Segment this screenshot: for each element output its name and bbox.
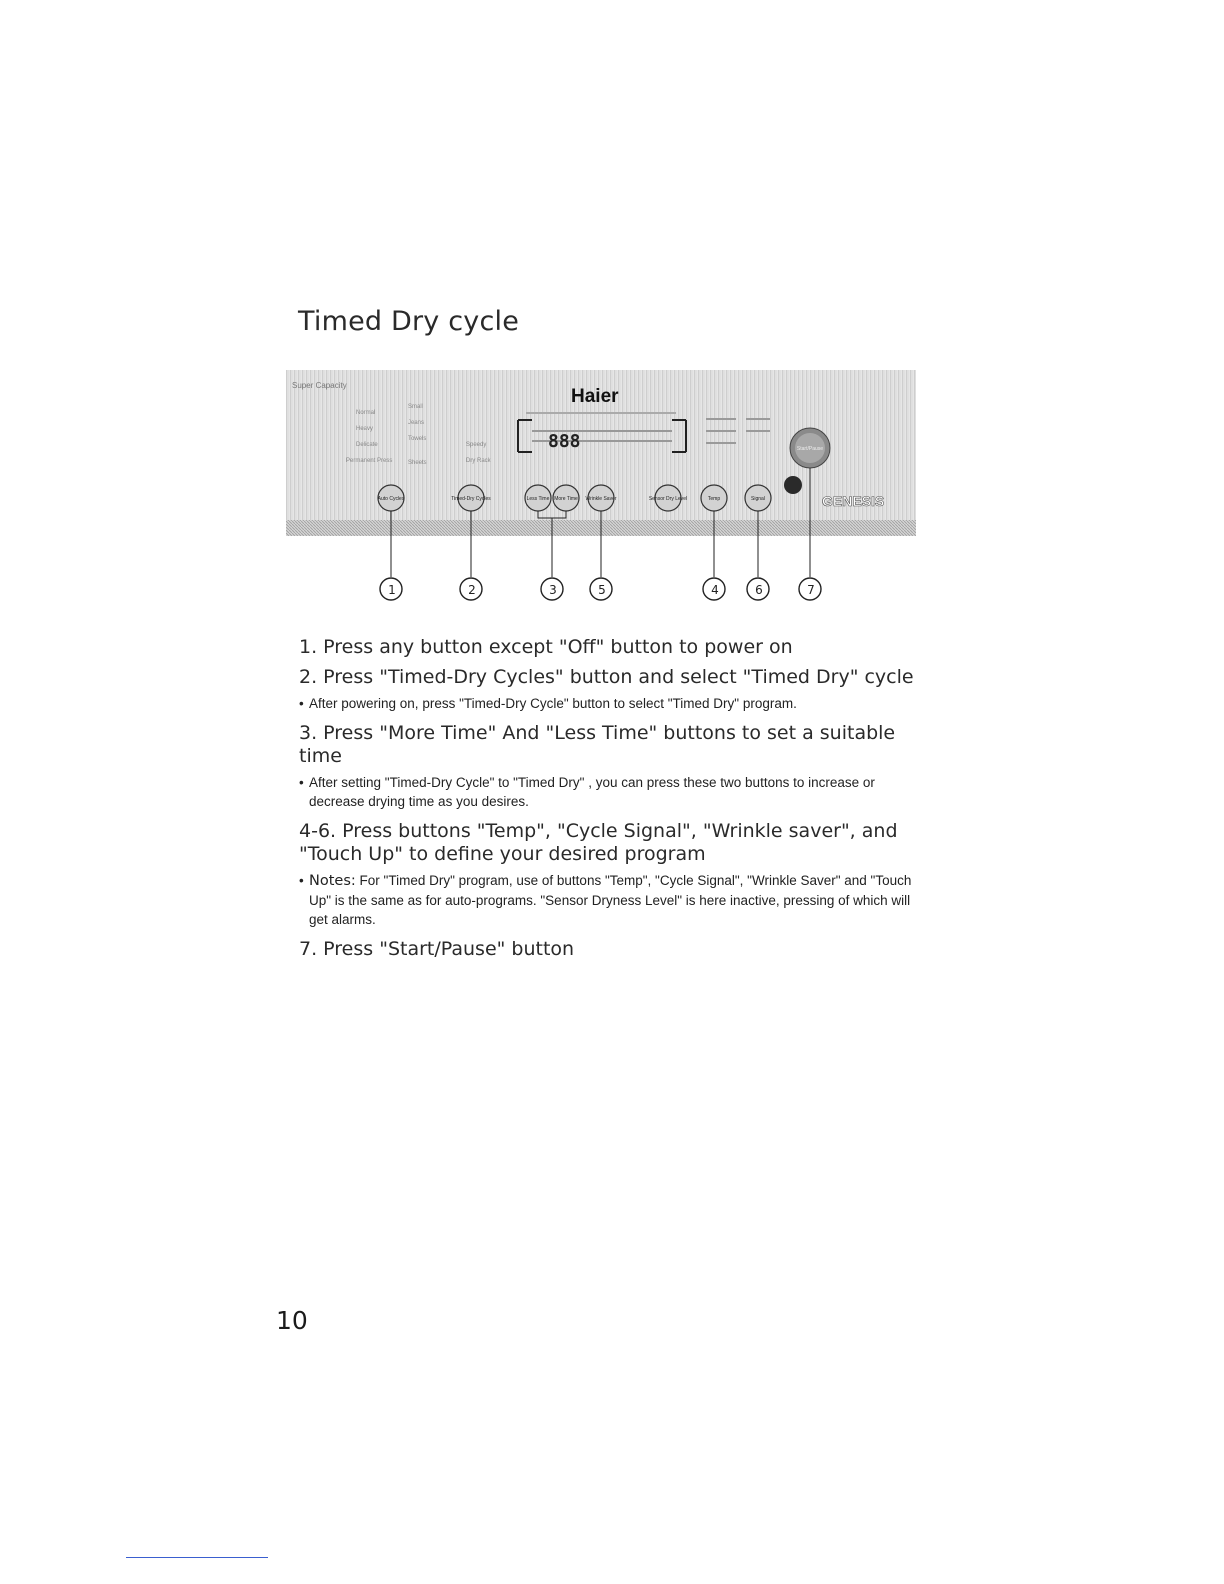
callout-1 — [380, 578, 402, 600]
control-panel-diagram — [286, 368, 918, 618]
model-logo: GENESIS — [822, 493, 885, 509]
step-4-6: 4-6. Press buttons "Temp", "Cycle Signal", "Wrinkle saver", and "Touch Up" to define your desired program — [299, 820, 898, 865]
callout-number: 2 — [468, 583, 476, 597]
callout-7 — [799, 578, 821, 600]
button-label: More Time — [554, 496, 578, 502]
capacity-label: Super Capacity — [292, 381, 347, 390]
button-label: Sensor Dry Level — [648, 496, 688, 502]
note-step-3 — [299, 773, 919, 811]
note-text: For "Timed Dry" program, use of buttons "Temp", "Cycle Signal", "Wrinkle Saver" and "Touch Up" is the same as for auto-programs. "Sensor Dryness Level" is here inactive, pressing of which will get alarms. — [309, 873, 912, 927]
program-label: Jeans — [408, 420, 425, 426]
note-step-2 — [299, 694, 919, 713]
button-label: Temp — [707, 496, 721, 502]
button-label: Start/Pause — [796, 446, 824, 452]
program-label: Heavy — [356, 426, 374, 432]
auto-cycles-button[interactable] — [378, 485, 405, 511]
section-title: Timed Dry cycle — [298, 306, 520, 337]
callout-number: 3 — [549, 583, 557, 597]
button-label: Less Time — [526, 496, 550, 502]
footer-rule — [126, 1557, 268, 1558]
callout-6 — [747, 578, 769, 600]
note-lead: Notes: — [309, 873, 356, 889]
step-2: 2. Press "Timed-Dry Cycles" button and select "Timed Dry" cycle — [299, 666, 914, 688]
bullet-icon: • — [299, 696, 304, 711]
more-time-button[interactable] — [553, 485, 579, 511]
start-pause-button[interactable] — [790, 428, 830, 468]
button-label: Auto Cycles — [377, 496, 405, 502]
program-label: Permanent Press — [346, 458, 393, 464]
instruction-list — [299, 636, 919, 968]
callout-number: 6 — [755, 583, 763, 597]
callout-5 — [590, 578, 612, 600]
page-number: 10 — [276, 1306, 308, 1335]
display-digits: 888 — [548, 431, 581, 452]
callout-4 — [703, 578, 725, 600]
callout-2 — [460, 578, 482, 600]
note-text: After setting "Timed-Dry Cycle" to "Timed Dry" , you can press these two buttons to increase or decrease drying time as you desires. — [309, 775, 875, 809]
panel-brand: Haier — [571, 386, 619, 407]
program-label: Normal — [356, 410, 376, 416]
program-label: Towels — [408, 436, 427, 442]
step-7: 7. Press "Start/Pause" button — [299, 938, 575, 960]
step-3: 3. Press "More Time" And "Less Time" buttons to set a suitable time — [299, 722, 896, 767]
program-label: Delicate — [356, 442, 378, 448]
program-label: Speedy — [466, 442, 487, 448]
signal-button[interactable] — [745, 485, 771, 511]
program-label: Dry Rack — [466, 458, 491, 464]
program-label: Sheets — [408, 460, 427, 466]
temp-button[interactable] — [701, 485, 727, 511]
callout-number: 5 — [598, 583, 606, 597]
callout-3 — [541, 578, 563, 600]
step-1: 1. Press any button except "Off" button to power on — [299, 636, 793, 658]
power-indicator — [784, 476, 802, 494]
button-label: Wrinkle Saver — [585, 496, 617, 502]
bullet-icon: • — [299, 775, 304, 790]
callout-number: 1 — [388, 583, 396, 597]
callout-number: 7 — [807, 583, 815, 597]
program-label: Small — [408, 404, 424, 410]
note-step-4-6 — [299, 871, 919, 929]
bullet-icon: • — [299, 873, 304, 888]
button-label: Signal — [751, 496, 765, 502]
callout-number: 4 — [711, 583, 719, 597]
less-time-button[interactable] — [525, 485, 551, 511]
note-text: After powering on, press "Timed-Dry Cycle" button to select "Timed Dry" program. — [309, 696, 797, 711]
button-label: Timed-Dry Cycles — [451, 496, 491, 502]
